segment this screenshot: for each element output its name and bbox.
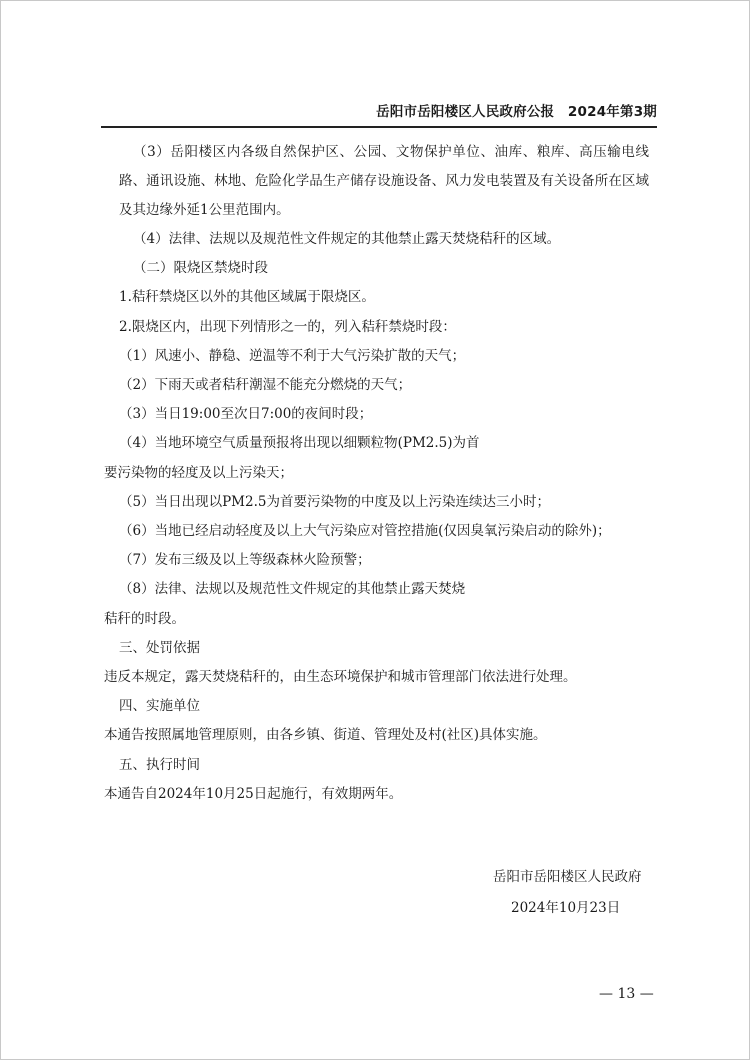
paragraph-effective-date: 本通告自2024年10月25日起施行，有效期两年。 [104, 785, 403, 802]
paragraph-protected-areas: （3）岳阳楼区内各级自然保护区、公园、文物保护单位、油库、粮库、高压输电线路、通讯设施、林地、危险化学品生产储存设施设备、风力发电装置及有关设备所在区域及其边缘外延1公里范围内。 [119, 144, 649, 218]
paragraph-other-regions: （4）法律、法规以及规范性文件规定的其他禁止露天焚烧秸秆的区域。 [133, 231, 561, 247]
list-item-wind: （1）风速小、静稳、逆温等不利于大气污染扩散的天气； [119, 347, 466, 364]
section-heading-effective-date: 五、执行时间 [119, 756, 200, 773]
list-item-forecast: （4）当地环境空气质量预报将出现以细颗粒物(PM2.5)为首 [119, 435, 480, 452]
section-heading-penalty: 三、处罚依据 [119, 639, 200, 656]
list-item-fire-warning: （7）发布三级及以上等级森林火险预警； [119, 552, 371, 569]
list-item-pm25: （5）当日出现以PM2.5为首要污染物的中度及以上污染连续达三小时； [119, 493, 550, 510]
section-heading-restricted-periods: （二）限烧区禁烧时段 [133, 260, 268, 277]
paragraph-penalty: 违反本规定，露天焚烧秸秆的，由生态环境保护和城市管理部门依法进行处理。 [104, 669, 577, 686]
bulletin-header [101, 102, 657, 128]
list-item-regulations: （8）法律、法规以及规范性文件规定的其他禁止露天焚烧 [119, 581, 466, 598]
paragraph-implementation: 本通告按照属地管理原则，由各乡镇、街道、管理处及村(社区)具体实施。 [104, 727, 547, 744]
bulletin-header-title: 岳阳市岳阳楼区人民政府公报 2024年第3期 [376, 104, 657, 120]
paragraph-item-1: 1.秸秆禁烧区以外的其他区域属于限烧区。 [119, 289, 375, 306]
page-number: — 13 — [599, 986, 654, 1002]
section-heading-implementation: 四、实施单位 [119, 698, 200, 715]
issuer-signature: 岳阳市岳阳楼区人民政府 [493, 869, 642, 885]
list-item-rain: （2）下雨天或者秸秆潮湿不能充分燃烧的天气； [119, 377, 412, 394]
document-body [104, 138, 649, 809]
list-item-night: （3）当日19:00至次日7:00的夜间时段； [119, 406, 373, 423]
list-item-control-measures: （6）当地已经启动轻度及以上大气污染应对管控措施(仅因臭氧污染启动的除外)； [119, 523, 611, 540]
issue-date: 2024年10月23日 [511, 900, 621, 916]
list-item-forecast-continued: 要污染物的轻度及以上污染天； [104, 464, 293, 481]
list-item-regulations-continued: 秸秆的时段。 [104, 610, 185, 627]
paragraph-item-2: 2.限烧区内，出现下列情形之一的，列入秸秆禁烧时段： [119, 318, 456, 335]
